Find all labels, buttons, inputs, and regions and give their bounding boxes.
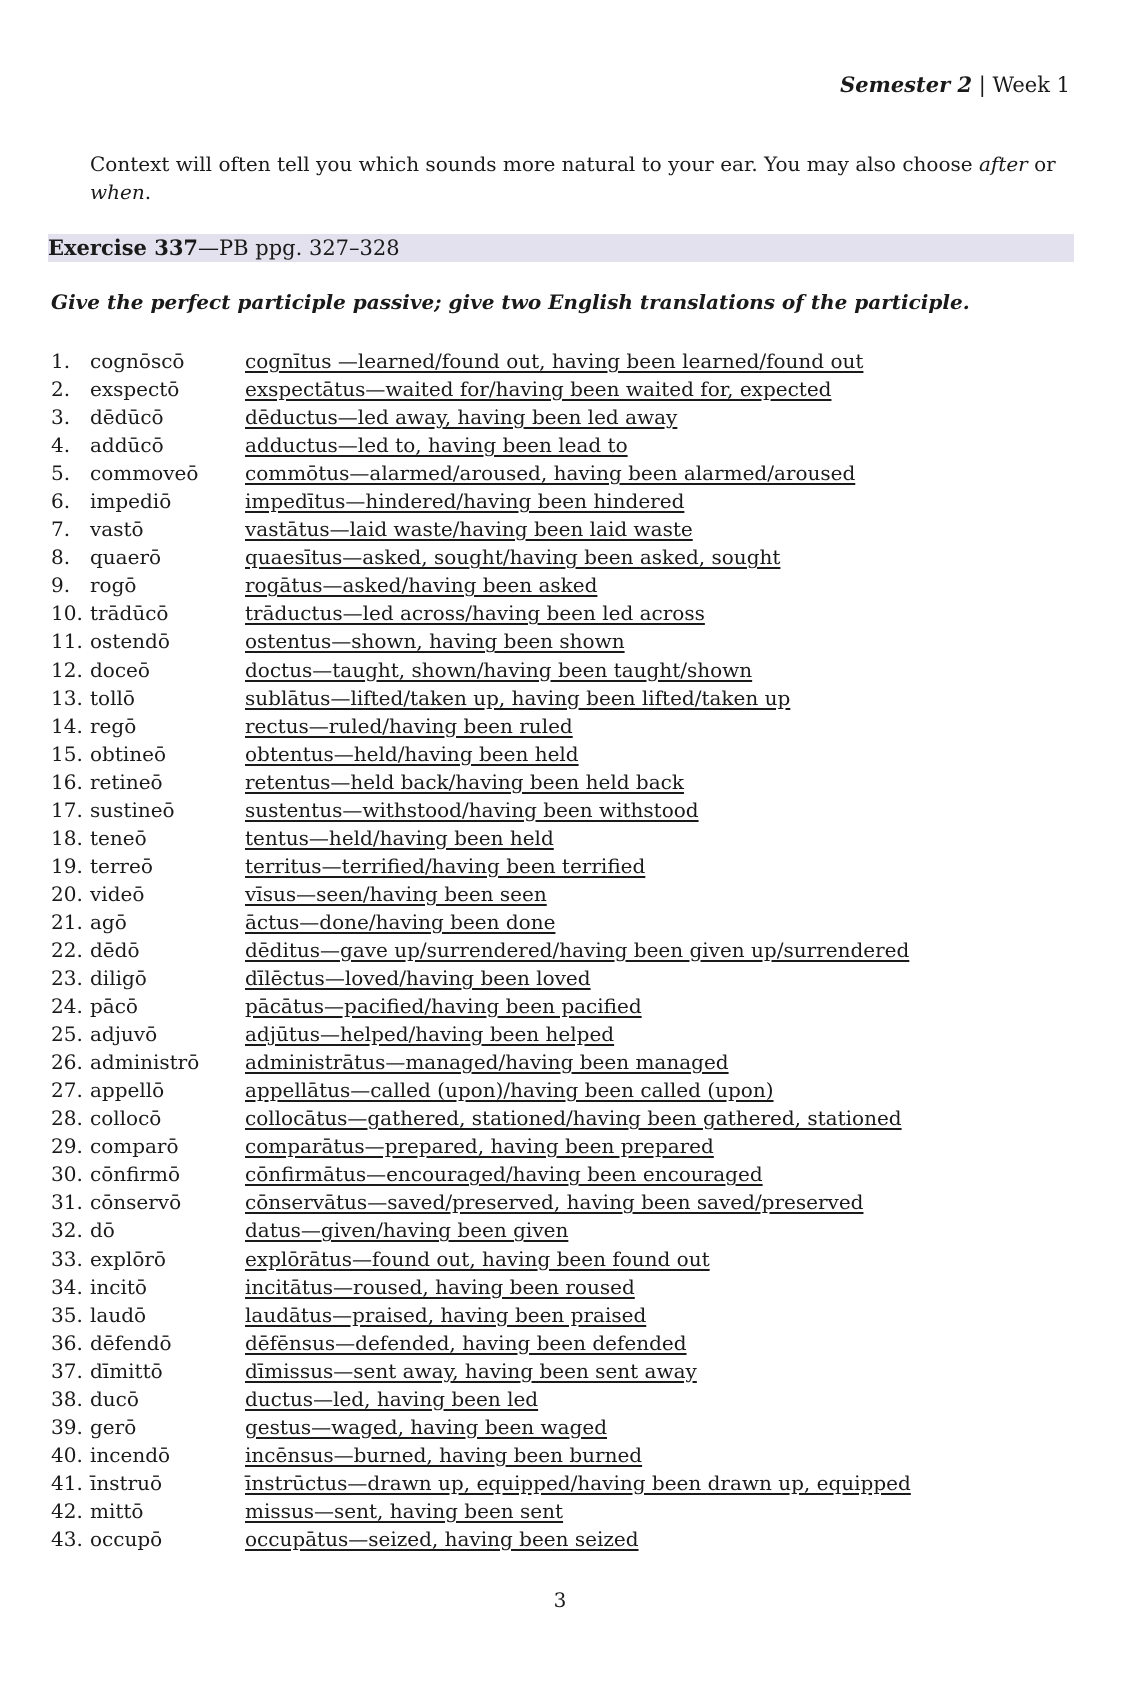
item-answer: gestus—waged, having been waged — [245, 1414, 608, 1439]
item-verb: doceō — [90, 657, 150, 682]
list-item — [51, 375, 911, 403]
item-answer: doctus—taught, shown/having been taught/shown — [245, 657, 753, 682]
item-number: 4. — [51, 433, 71, 458]
item-answer: explōrātus—found out, having been found out — [245, 1246, 710, 1271]
item-verb: quaerō — [90, 545, 162, 570]
item-verb: occupō — [90, 1526, 163, 1551]
item-number: 37. — [51, 1358, 83, 1383]
item-answer: dēditus—gave up/surrendered/having been given up/surrendered — [245, 937, 910, 962]
item-answer: territus—terrified/having been terrified — [245, 853, 646, 878]
item-number: 15. — [51, 741, 83, 766]
item-verb: videō — [90, 881, 145, 906]
item-number: 16. — [51, 769, 83, 794]
item-number: 23. — [51, 966, 83, 991]
item-verb: commoveō — [90, 461, 199, 486]
item-answer: cognītus —learned/found out, having been learned/found out — [245, 349, 864, 373]
item-answer: cōnservātus—saved/preserved, having been saved/preserved — [245, 1190, 864, 1215]
list-item — [51, 992, 911, 1020]
item-verb: dīmittō — [90, 1358, 163, 1383]
list-item — [51, 1216, 911, 1244]
item-verb: impediō — [90, 489, 172, 514]
item-verb: dēdō — [90, 937, 140, 962]
page-number: 3 — [553, 1588, 567, 1612]
item-number: 6. — [51, 489, 71, 514]
list-item — [51, 1245, 911, 1273]
header-separator: | — [972, 73, 993, 97]
item-answer: vīsus—seen/having been seen — [245, 881, 547, 906]
list-item — [51, 431, 911, 459]
item-number: 18. — [51, 825, 83, 850]
item-verb: dō — [90, 1218, 115, 1243]
item-answer: dēductus—led away, having been led away — [245, 405, 678, 430]
list-item — [51, 768, 911, 796]
item-verb: dēfendō — [90, 1330, 172, 1355]
item-answer: datus—given/having been given — [245, 1218, 569, 1243]
item-answer: incēnsus—burned, having been burned — [245, 1442, 643, 1467]
item-number: 43. — [51, 1526, 83, 1551]
item-number: 13. — [51, 685, 83, 710]
list-item — [51, 1132, 911, 1160]
item-number: 12. — [51, 657, 83, 682]
list-item — [51, 1273, 911, 1301]
item-verb: trādūcō — [90, 601, 169, 626]
item-verb: adjuvō — [90, 1022, 158, 1047]
item-answer: retentus—held back/having been held back — [245, 769, 684, 794]
item-answer: quaesītus—asked, sought/having been asked, sought — [245, 545, 781, 570]
item-answer: impedītus—hindered/having been hindered — [245, 489, 685, 514]
item-verb: dēdūcō — [90, 405, 164, 430]
item-number: 22. — [51, 937, 83, 962]
item-answer: obtentus—held/having been held — [245, 741, 579, 766]
item-verb: ostendō — [90, 629, 170, 654]
item-verb: vastō — [90, 517, 144, 542]
item-verb: regō — [90, 713, 137, 738]
item-verb: pācō — [90, 994, 138, 1019]
item-number: 33. — [51, 1246, 83, 1271]
item-number: 41. — [51, 1470, 83, 1495]
item-answer: trāductus—led across/having been led across — [245, 601, 705, 626]
item-verb: incendō — [90, 1442, 171, 1467]
item-number: 20. — [51, 881, 83, 906]
item-answer: ductus—led, having been led — [245, 1386, 539, 1411]
running-header — [840, 72, 1070, 97]
list-item — [51, 936, 911, 964]
list-item — [51, 796, 911, 824]
item-verb: rogō — [90, 573, 137, 598]
context-text-3: . — [144, 180, 152, 204]
item-answer: sublātus—lifted/taken up, having been lifted/taken up — [245, 685, 791, 710]
item-verb: mittō — [90, 1498, 144, 1523]
list-item — [51, 1385, 911, 1413]
item-verb: retineō — [90, 769, 163, 794]
item-number: 7. — [51, 517, 71, 542]
item-number: 25. — [51, 1022, 83, 1047]
item-verb: incitō — [90, 1274, 147, 1299]
list-item — [51, 656, 911, 684]
list-item — [51, 1525, 911, 1553]
exercise-reference: —PB ppg. 327–328 — [198, 236, 400, 260]
item-verb: laudō — [90, 1302, 147, 1327]
list-item — [51, 347, 911, 375]
item-answer: incitātus—roused, having been roused — [245, 1274, 635, 1299]
semester-label: Semester 2 — [840, 72, 973, 97]
exercise-title: Exercise 337 — [48, 235, 199, 260]
item-answer: commōtus—alarmed/aroused, having been alarmed/aroused — [245, 461, 856, 486]
item-number: 9. — [51, 573, 71, 598]
item-verb: diligō — [90, 966, 147, 991]
item-number: 28. — [51, 1106, 83, 1131]
exercise-heading — [48, 234, 1074, 262]
item-answer: laudātus—praised, having been praised — [245, 1302, 647, 1327]
item-verb: cōnfirmō — [90, 1162, 181, 1187]
item-number: 26. — [51, 1050, 83, 1075]
item-number: 32. — [51, 1218, 83, 1243]
list-item — [51, 1301, 911, 1329]
item-answer: comparātus—prepared, having been prepared — [245, 1134, 714, 1159]
item-number: 24. — [51, 994, 83, 1019]
list-item — [51, 880, 911, 908]
item-number: 34. — [51, 1274, 83, 1299]
list-item — [51, 740, 911, 768]
list-item — [51, 487, 911, 515]
item-verb: cognōscō — [90, 349, 185, 373]
list-item — [51, 824, 911, 852]
item-number: 21. — [51, 909, 83, 934]
item-verb: teneō — [90, 825, 147, 850]
item-answer: adjūtus—helped/having been helped — [245, 1022, 615, 1047]
list-item — [51, 1441, 911, 1469]
item-verb: īnstruō — [90, 1470, 163, 1495]
item-answer: āctus—done/having been done — [245, 909, 556, 934]
list-item — [51, 712, 911, 740]
item-verb: administrō — [90, 1050, 200, 1075]
item-answer: cōnfirmātus—encouraged/having been encouraged — [245, 1162, 763, 1187]
item-verb: comparō — [90, 1134, 179, 1159]
item-number: 14. — [51, 713, 83, 738]
list-item — [51, 1160, 911, 1188]
item-number: 39. — [51, 1414, 83, 1439]
list-item — [51, 1020, 911, 1048]
list-item — [51, 684, 911, 712]
exercise-instructions: Give the perfect participle passive; give two English translations of the participle. — [51, 290, 970, 314]
item-answer: administrātus—managed/having been managed — [245, 1050, 729, 1075]
context-text-2: or — [1027, 152, 1056, 176]
item-verb: ducō — [90, 1386, 139, 1411]
item-answer: dīlēctus—loved/having been loved — [245, 966, 591, 991]
list-item — [51, 459, 911, 487]
list-item — [51, 571, 911, 599]
list-item — [51, 1357, 911, 1385]
week-label: Week 1 — [992, 73, 1070, 97]
item-answer: adductus—led to, having been lead to — [245, 433, 628, 458]
item-verb: tollō — [90, 685, 135, 710]
item-number: 35. — [51, 1302, 83, 1327]
item-answer: tentus—held/having been held — [245, 825, 554, 850]
item-answer: rogātus—asked/having been asked — [245, 573, 598, 598]
context-text-1: Context will often tell you which sounds more natural to your ear. You may also choose — [90, 152, 979, 176]
list-item — [51, 403, 911, 431]
item-number: 38. — [51, 1386, 83, 1411]
list-item — [51, 1104, 911, 1132]
item-number: 2. — [51, 377, 71, 402]
item-verb: obtineō — [90, 741, 167, 766]
list-item — [51, 1188, 911, 1216]
item-verb: gerō — [90, 1414, 137, 1439]
context-paragraph — [90, 150, 1070, 206]
item-answer: dīmissus—sent away, having been sent away — [245, 1358, 697, 1383]
item-number: 17. — [51, 797, 83, 822]
item-number: 5. — [51, 461, 71, 486]
item-verb: exspectō — [90, 377, 180, 402]
item-verb: explōrō — [90, 1246, 166, 1271]
item-answer: pācātus—pacified/having been pacified — [245, 994, 642, 1019]
item-number: 42. — [51, 1498, 83, 1523]
item-number: 40. — [51, 1442, 83, 1467]
item-answer: vastātus—laid waste/having been laid waste — [245, 517, 693, 542]
item-answer: appellātus—called (upon)/having been called (upon) — [245, 1078, 774, 1103]
item-number: 3. — [51, 405, 71, 430]
item-answer: dēfēnsus—defended, having been defended — [245, 1330, 687, 1355]
item-number: 1. — [51, 349, 71, 373]
list-item — [51, 599, 911, 627]
context-when: when — [90, 180, 145, 204]
item-number: 11. — [51, 629, 83, 654]
item-number: 27. — [51, 1078, 83, 1103]
item-answer: rectus—ruled/having been ruled — [245, 713, 573, 738]
item-number: 29. — [51, 1134, 83, 1159]
item-number: 36. — [51, 1330, 83, 1355]
item-verb: cōnservō — [90, 1190, 182, 1215]
item-number: 30. — [51, 1162, 83, 1187]
item-verb: addūcō — [90, 433, 164, 458]
context-after: after — [978, 152, 1028, 176]
item-answer: occupātus—seized, having been seized — [245, 1526, 639, 1551]
list-item — [51, 1469, 911, 1497]
item-verb: terreō — [90, 853, 153, 878]
item-answer: exspectātus—waited for/having been waited for, expected — [245, 377, 832, 402]
item-answer: collocātus—gathered, stationed/having been gathered, stationed — [245, 1106, 902, 1131]
item-verb: sustineō — [90, 797, 175, 822]
list-item — [51, 1329, 911, 1357]
list-item — [51, 1076, 911, 1104]
item-answer: ostentus—shown, having been shown — [245, 629, 625, 654]
item-number: 31. — [51, 1190, 83, 1215]
list-item — [51, 543, 911, 571]
list-item — [51, 852, 911, 880]
list-item — [51, 964, 911, 992]
answer-list — [51, 347, 911, 1553]
item-answer: sustentus—withstood/having been withstood — [245, 797, 699, 822]
list-item — [51, 1497, 911, 1525]
item-answer: missus—sent, having been sent — [245, 1498, 564, 1523]
item-verb: agō — [90, 909, 127, 934]
list-item — [51, 1048, 911, 1076]
item-number: 8. — [51, 545, 71, 570]
list-item — [51, 627, 911, 655]
item-answer: īnstrūctus—drawn up, equipped/having been drawn up, equipped — [245, 1470, 911, 1495]
list-item — [51, 1413, 911, 1441]
item-verb: appellō — [90, 1078, 165, 1103]
list-item — [51, 908, 911, 936]
list-item — [51, 515, 911, 543]
item-verb: collocō — [90, 1106, 162, 1131]
item-number: 19. — [51, 853, 83, 878]
item-number: 10. — [51, 601, 83, 626]
